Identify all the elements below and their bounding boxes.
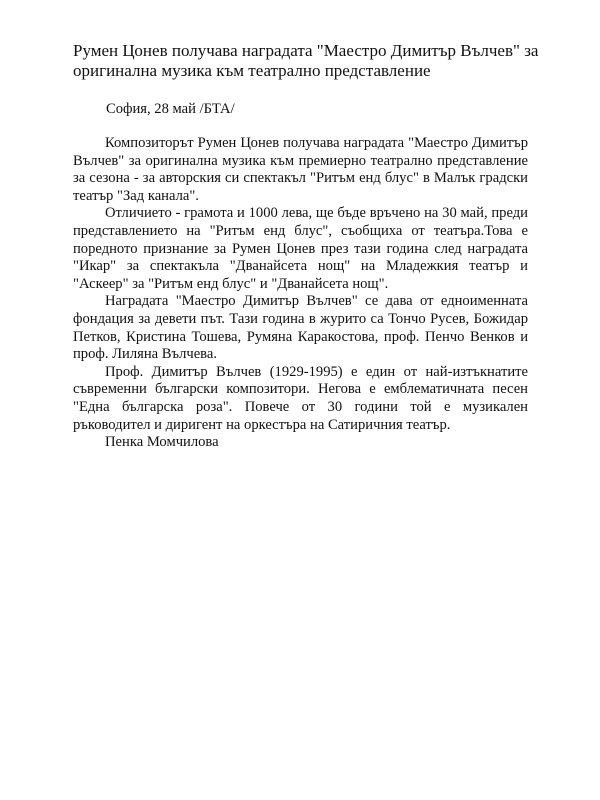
paragraph-2: Отличието - грамота и 1000 лева, ще бъде връчено на 30 май, преди представлението на "Ритъм енд блус", съобщиха от театъра.Това е поредното признание за Румен Цонев през тази година след наградата "Икар" за спектакъла "Дванайсета нощ" на Младежкия театър и "Аскеер" за "Ритъм енд блус" и "Дванайсета нощ". (73, 205, 528, 292)
article-dateline: София, 28 май /БТА/ (106, 101, 235, 117)
article-body (73, 135, 528, 452)
paragraph-1: Композиторът Румен Цонев получава наградата "Маестро Димитър Вълчев" за оригинална музика към премиерно театрално представление за сезона - за авторския си спектакъл "Ритъм енд блус" в Малък градски театър "Зад канала". (73, 135, 528, 204)
paragraph-3: Наградата "Маестро Димитър Вълчев" се дава от едноименната фондация за девети път. Тази година в журито са Тончо Русев, Божидар Петков, Кристина Тошева, Румяна Каракостова, проф. Пенчо Венков и проф. Лиляна Вълчева. (73, 293, 528, 363)
paragraph-4: Проф. Димитър Вълчев (1929-1995) е един от най-изтъкнатите съвременни български композитори. Негова е емблематичната песен "Една българска роза". Повече от 30 години той е музикален ръководител и диригент на оркестъра на Сатиричния театър. (73, 363, 528, 433)
article-title: Румен Цонев получава наградата "Маестро Димитър Вълчев" за оригинална музика към театрално представление (73, 41, 539, 80)
article-author: Пенка Момчилова (105, 434, 219, 451)
